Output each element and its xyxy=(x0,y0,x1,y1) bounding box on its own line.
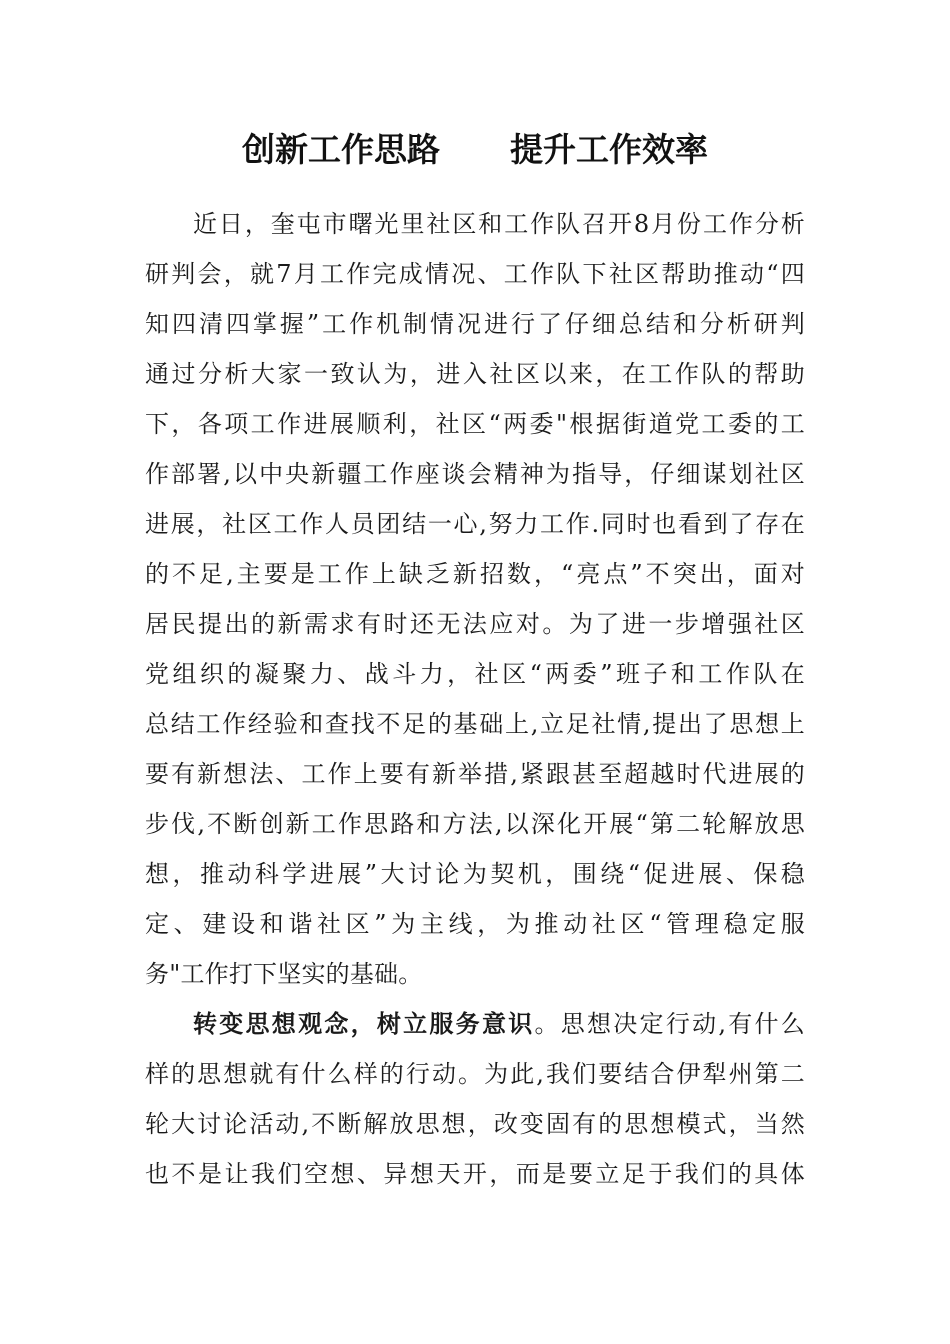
text-line: 也不是让我们空想、异想天开，而是要立足于我们的具体 xyxy=(145,1160,805,1188)
text-line: 务"工作打下坚实的基础。 xyxy=(145,960,423,988)
text-line: 居民提出的新需求有时还无法应对。为了进一步增强社区 xyxy=(145,610,805,638)
title-part-2: 提升工作效率 xyxy=(510,130,708,169)
text-line: 轮大讨论活动,不断解放思想，改变固有的思想模式，当然 xyxy=(145,1110,805,1138)
text-line: 知四清四掌握”工作机制情况进行了仔细总结和分析研判 xyxy=(145,310,805,338)
text-line: 研判会，就7月工作完成情况、工作队下社区帮助推动“四 xyxy=(145,260,805,288)
text-line: 要有新想法、工作上要有新举措,紧跟甚至超越时代进展的 xyxy=(145,760,805,788)
text-line: 想，推动科学进展”大讨论为契机，围绕“促进展、保稳 xyxy=(145,860,805,888)
text-line: 近日，奎屯市曙光里社区和工作队召开8月份工作分析 xyxy=(193,210,805,238)
text-line: 进展，社区工作人员团结一心,努力工作.同时也看到了存在 xyxy=(145,510,805,538)
text-span: 。思想决定行动,有什么 xyxy=(534,1010,805,1038)
text-line: 作部署,以中央新疆工作座谈会精神为指导，仔细谋划社区 xyxy=(145,460,805,488)
text-line: 定、建设和谐社区”为主线，为推动社区“管理稳定服 xyxy=(145,910,805,938)
title-part-1: 创新工作思路 xyxy=(242,130,440,169)
text-line xyxy=(193,1006,805,1042)
document-title xyxy=(0,128,950,172)
text-line: 总结工作经验和查找不足的基础上,立足社情,提出了思想上 xyxy=(145,710,805,738)
text-line: 党组织的凝聚力、战斗力，社区“两委”班子和工作队在 xyxy=(145,660,805,688)
text-line: 样的思想就有什么样的行动。为此,我们要结合伊犁州第二 xyxy=(145,1060,805,1088)
text-line: 下，各项工作进展顺利，社区“两委"根据街道党工委的工 xyxy=(145,410,805,438)
paragraph-heading: 转变思想观念，树立服务意识 xyxy=(193,1010,535,1038)
text-line: 通过分析大家一致认为，进入社区以来，在工作队的帮助 xyxy=(145,360,805,388)
text-line: 的不足,主要是工作上缺乏新招数，“亮点”不突出，面对 xyxy=(145,560,805,588)
text-line: 步伐,不断创新工作思路和方法,以深化开展“第二轮解放思 xyxy=(145,810,805,838)
